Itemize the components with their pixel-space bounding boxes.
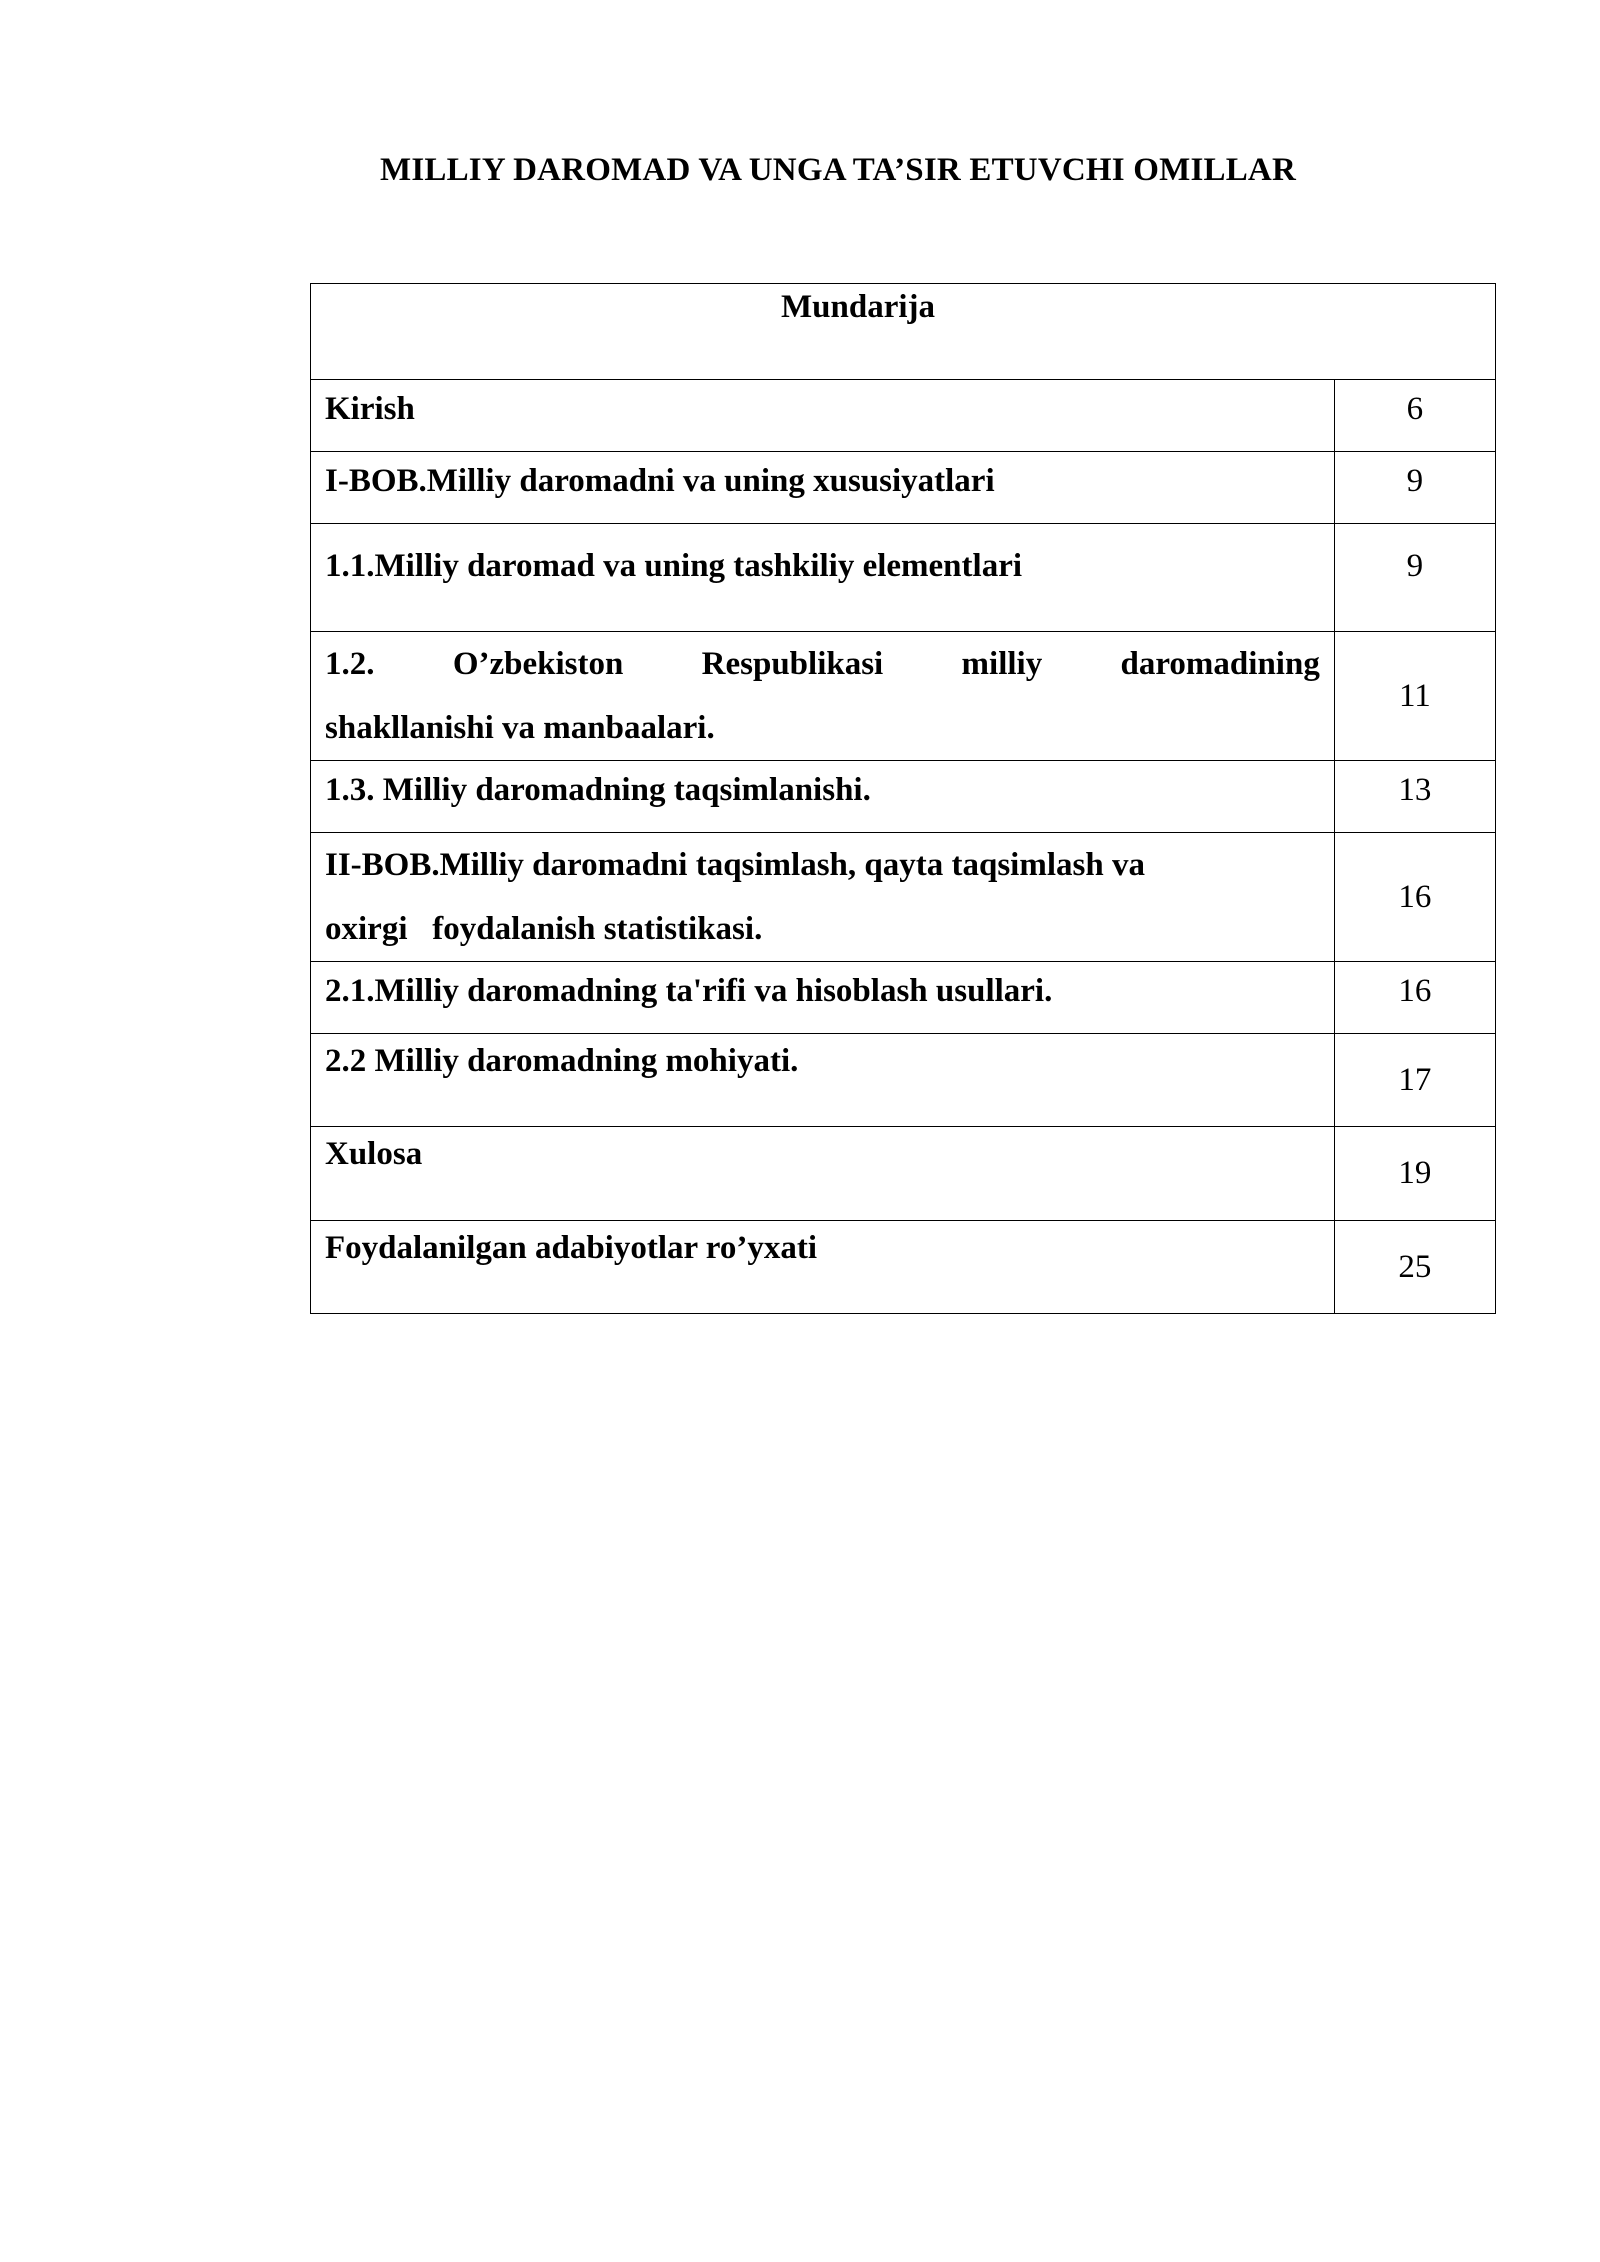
toc-entry-word: milliy bbox=[961, 646, 1043, 682]
toc-entry-title-line1 bbox=[325, 632, 1320, 696]
toc-entry-title bbox=[311, 1221, 1335, 1314]
table-of-contents bbox=[310, 283, 1496, 1314]
toc-row bbox=[311, 1221, 1496, 1314]
toc-entry-page: 6 bbox=[1334, 380, 1495, 452]
toc-entry-title-text: Foydalanilgan adabiyotlar ro’yxati bbox=[325, 1230, 818, 1266]
toc-entry-title bbox=[311, 962, 1335, 1034]
toc-entry-title bbox=[311, 761, 1335, 833]
toc-entry-page: 9 bbox=[1334, 452, 1495, 524]
toc-entry-page: 25 bbox=[1334, 1221, 1495, 1314]
toc-heading: Mundarija bbox=[780, 289, 935, 325]
toc-row bbox=[311, 962, 1496, 1034]
toc-entry-title bbox=[311, 833, 1335, 962]
toc-entry-page: 9 bbox=[1334, 524, 1495, 632]
toc-entry-word: daromadining bbox=[1120, 646, 1320, 682]
toc-row bbox=[311, 833, 1496, 962]
toc-heading-cell bbox=[311, 284, 1496, 380]
toc-entry-page: 19 bbox=[1334, 1127, 1495, 1221]
toc-entry-title-text: Kirish bbox=[325, 391, 415, 427]
toc-entry-title bbox=[311, 380, 1335, 452]
toc-heading-row bbox=[311, 284, 1496, 380]
toc-entry-word: O’zbekiston bbox=[452, 646, 624, 682]
toc-entry-title-line2: shakllanishi va manbaalari. bbox=[325, 710, 715, 746]
toc-entry-title-line2: oxirgi foydalanish statistikasi. bbox=[325, 911, 763, 947]
toc-entry-title-line1: II-BOB.Milliy daromadni taqsimlash, qayta taqsimlash va bbox=[325, 847, 1145, 883]
toc-entry-title bbox=[311, 524, 1335, 632]
toc-row bbox=[311, 524, 1496, 632]
toc-row bbox=[311, 380, 1496, 452]
toc-entry-title-text: 1.1.Milliy daromad va uning tashkiliy elementlari bbox=[325, 548, 1023, 584]
toc-entry-page: 16 bbox=[1334, 833, 1495, 962]
toc-entry-title bbox=[311, 1034, 1335, 1127]
toc-entry-page: 16 bbox=[1334, 962, 1495, 1034]
toc-entry-page: 13 bbox=[1334, 761, 1495, 833]
toc-entry-title bbox=[311, 452, 1335, 524]
toc-entry-title-text: 2.2 Milliy daromadning mohiyati. bbox=[325, 1043, 799, 1079]
toc-row bbox=[311, 1034, 1496, 1127]
toc-entry-title-text: Xulosa bbox=[325, 1136, 423, 1172]
toc-entry-word: Respublikasi bbox=[701, 646, 884, 682]
toc-entry-title-text: 1.3. Milliy daromadning taqsimlanishi. bbox=[325, 772, 871, 808]
toc-entry-page: 17 bbox=[1334, 1034, 1495, 1127]
toc-entry-page: 11 bbox=[1334, 632, 1495, 761]
toc-row bbox=[311, 632, 1496, 761]
toc-entry-title bbox=[311, 1127, 1335, 1221]
toc-row bbox=[311, 761, 1496, 833]
toc-entry-title-text: I-BOB.Milliy daromadni va uning xususiyatlari bbox=[325, 463, 995, 499]
toc-entry-title-text: 2.1.Milliy daromadning ta'rifi va hisoblash usullari. bbox=[325, 973, 1053, 1009]
toc-row bbox=[311, 1127, 1496, 1221]
toc-entry-word: 1.2. bbox=[325, 646, 375, 682]
toc-entry-title bbox=[311, 632, 1335, 761]
document-title: MILLIY DAROMAD VA UNGA TA’SIR ETUVCHI OMILLAR bbox=[380, 152, 1297, 188]
toc-row bbox=[311, 452, 1496, 524]
